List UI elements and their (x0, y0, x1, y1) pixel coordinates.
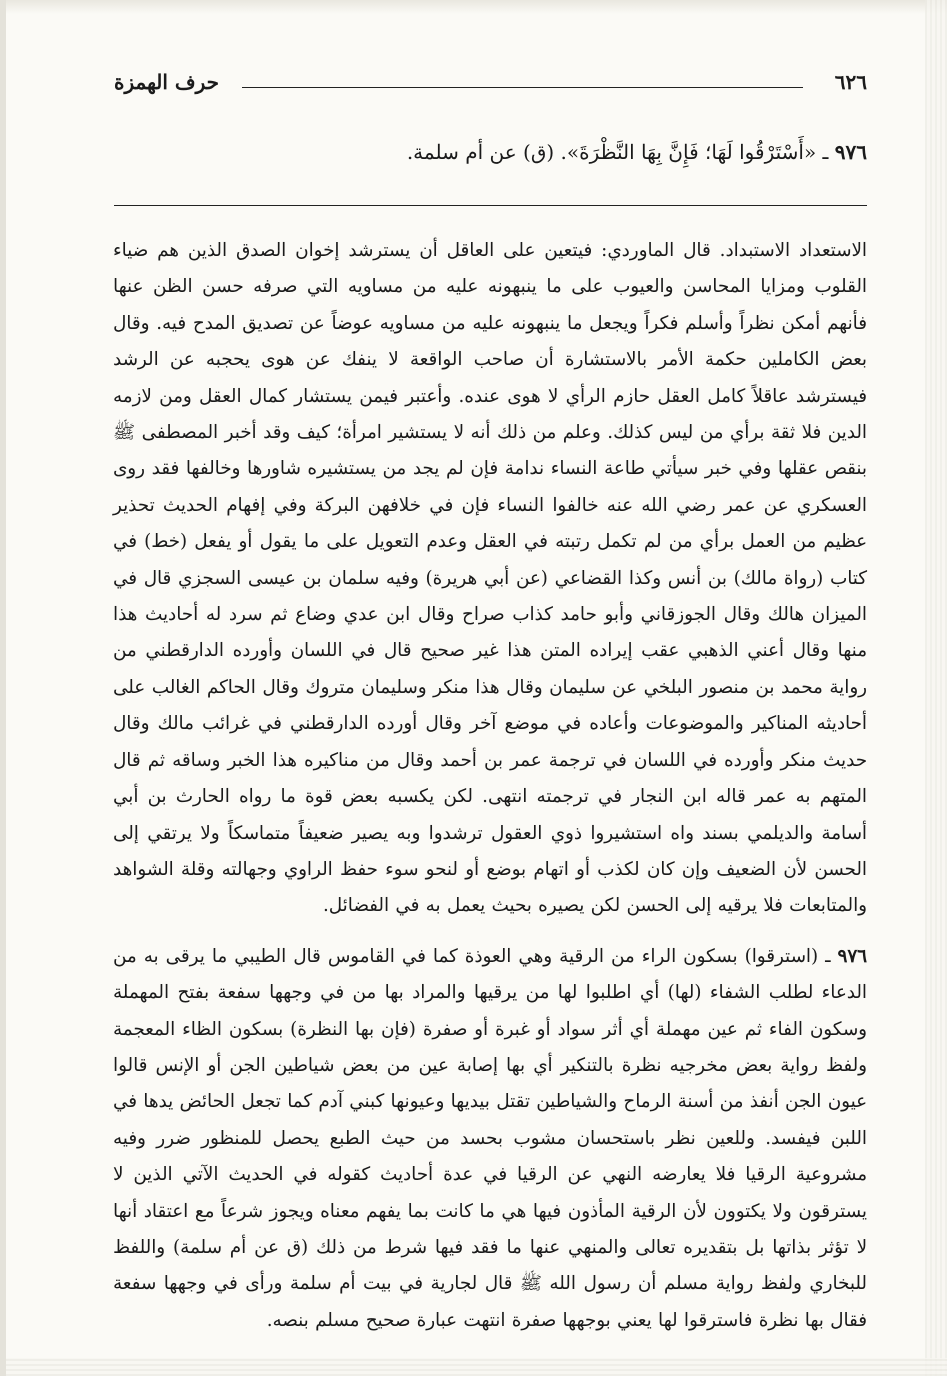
commentary-entry-number: ٩٧٦ (837, 945, 868, 967)
commentary-paragraph-1: الاستعداد الاستبداد. قال الماوردي: فيتعين على العاقل أن يسترشد إخوان الصدق الذين هم ضياء القلوب ومزايا المحاسن والعيوب على ما ينبهونه عليه من مساويه التي صرفه حسن الظن عنها فأنهم أمكن نظراً وأسلم فكراً ويجعل ما ينبهونه عليه من مساويه عوضاً عن تصديق المدح فيه. وقال بعض الكاملين حكمة الأمر بالاستشارة أن صاحب الواقعة لا ينفك عن هوى يحجبه عن الرشد فيسترشد عاقلاً كامل العقل حازم الرأي لا هوى عنده. وأعتبر فيمن يستشار كمال العقل ومن لازمه الدين فلا ثقة برأي من ليس كذلك. وعلم من ذلك أنه لا يستشير امرأة؛ كيف وقد أخبر المصطفى ﷺ بنقص عقلها وفي خبر سيأتي طاعة النساء ندامة فإن لم يجد من يستشيره شاورها وخالفها فقد روى العسكري عن عمر رضي الله عنه خالفوا النساء فإن في خلافهن البركة وفي إفهام الحديث تحذير عظيم من العمل برأي من لم تكمل رتبته في العقل وعدم التعويل على ما يقول أو يفعل (خط) في كتاب (رواة مالك) بن أنس وكذا القضاعي (عن أبي هريرة) وفيه سلمان بن عيسى السجزي قال في الميزان هالك وقال الجوزقاني وأبو حامد كذاب صراح وقال ابن عدي وضاع ثم سرد له أحاديث هذا منها وقال أعني الذهبي عقب إيراده المتن هذا غير صحيح قال في اللسان وأورده الدارقطني من رواية محمد بن منصور البلخي عن سليمان وقال هذا منكر وسليمان متروك وقال الحاكم الغالب على أحاديثه المناكير والموضوعات وأعاده في موضع آخر وقال أورده الدارقطني في غرائب مالك وقال حديث منكر وأورده في اللسان في ترجمة عمر بن أحمد وقال من مناكيره هذا الخبر وساقه ثم قال المتهم به عمر قاله ابن النجار في ترجمته انتهى. لكن يكسبه بعض قوة ما رواه الحارث بن أبي أسامة والديلمي بسند واه استشيروا ذوي العقول ترشدوا وبه يصير ضعيفاً متماسكاً ولا يرتقي إلى الحسن لأن الضعيف وإن كان لكذب أو اتهام بوضع أو لنحو سوء حفظ الراوي وجهالته وقلة الشواهد والمتابعات فلا يرقيه إلى الحسن لكن يصيره بحيث يعمل به في الفضائل. (113, 240, 867, 917)
hadith-number: ٩٧٦ (834, 140, 867, 164)
hadith-text: «أَسْتَرْقُوا لَهَا؛ فَإِنَّ بِهَا النَّظْرَةَ». (ق) عن أم سلمة. (406, 140, 817, 164)
commentary-paragraph-2-text: ـ (استرقوا) بسكون الراء من الرقية وهي العوذة كما في القاموس قال الطيبي ما يرقى به من الدعاء لطلب الشفاء (لها) أي اطلبوا لها من يرقيها والمراد بها من في وجهها سفعة بفتح المهملة وسكون الفاء ثم عين مهملة أي أثر سواد أو غبرة أو صفرة (فإن بها النظرة) بسكون الظاء المعجمة ولفظ رواية بعض مخرجيه نظرة بالتنكير أي بها إصابة عين من بعض شياطين الجن أو الإنس قالوا عيون الجن أنفذ من أسنة الرماح والشياطين تقتل بيديها وعيونها كبني آدم كما تجعل الحائض يدها في اللبن فيفسد. وللعين نظر باستحسان مشوب بحسد من حيث الطبع يحصل للمنظور ضرر وفيه مشروعية الرقيا فلا يعارضه النهي عن الرقيا في عدة أحاديث كقوله في الحديث الآتي الذين لا يسترقون ولا يكتوون لأن الرقية المأذون فيها هي ما كانت بما يفهم معناه ويجوز شرعاً مع اعتقاد أنها لا تؤثر بذاتها بل بتقديره تعالى والمنهي عنها ما فقد فيها شرط من ذلك (ق عن أم سلمة) واللفظ للبخاري ولفظ رواية مسلم أن رسول الله ﷺ قال لجارية في بيت أم سلمة ورأى في وجهها سفعة فقال بها نظرة فاسترقوا لها يعني بوجهها صفرة انتهت عبارة صحيح مسلم بنصه. (113, 945, 867, 1331)
chapter-title: حرف الهمزة (114, 70, 227, 94)
scan-edge-bottom (6, 1358, 947, 1376)
commentary (113, 233, 867, 1339)
commentary-paragraph-2 (113, 939, 867, 1339)
scan-edge-right (925, 0, 947, 1376)
footnote-separator (114, 205, 867, 206)
hadith-dash: ـ (816, 140, 829, 164)
hadith-entry (126, 134, 867, 170)
scan-edge-top (6, 0, 947, 14)
page-number: ٦٢٦ (827, 70, 867, 94)
header-rule (242, 87, 803, 88)
running-header (114, 70, 867, 100)
